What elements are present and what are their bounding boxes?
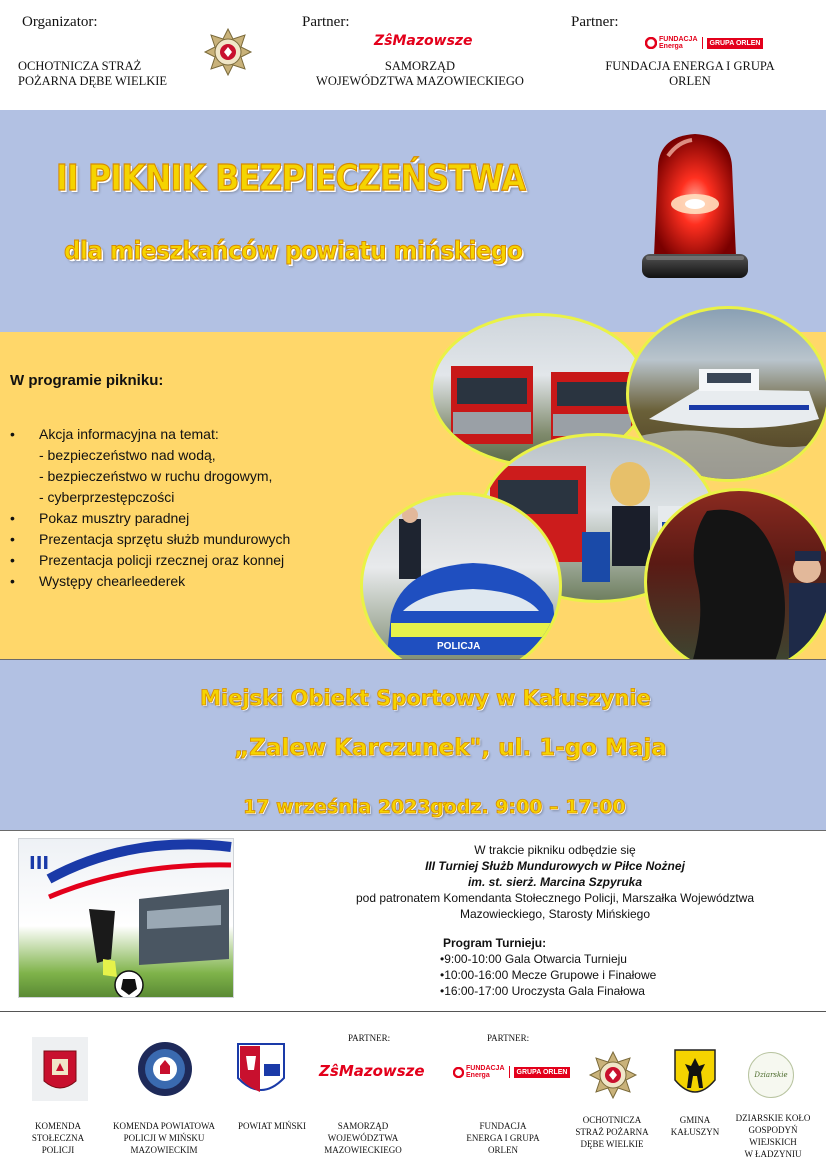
footer-mazowsze-logo: ZŝMazowsze <box>319 1062 425 1080</box>
tournament-name-line2: im. st. sierż. Marcina Szpyruka <box>467 875 643 889</box>
tournament-schedule <box>440 951 656 999</box>
list-item: • Pokaz musztry paradnej <box>10 508 290 529</box>
organizer-role-label: Organizator: <box>22 14 98 30</box>
list-item: • Występy chearleederek <box>10 571 290 592</box>
footer-energa-swirl-icon <box>453 1067 464 1078</box>
kpp-minsk-logo-icon <box>136 1040 194 1098</box>
powiat-minski-label: POWIAT MIŃSKI <box>237 1121 307 1131</box>
mazowsze-logo-mark: Zŝ <box>374 33 393 49</box>
list-item: • Prezentacja policji rzecznej oraz konnej <box>10 550 290 571</box>
mazowsze-logo: ZŝMazowsze <box>374 33 473 49</box>
tournament-patronage-line1: pod patronatem Komendanta Stołecznego Policji, Marszałka Województwa <box>356 891 754 905</box>
venue-address: „Zalew Karczunek", ul. 1-go Maja <box>234 735 667 761</box>
tournament-name-line1: III Turniej Służb Mundurowych w Piłce Nożnej <box>425 859 685 873</box>
siren-beacon-icon <box>638 126 752 284</box>
partner2-role-label: Partner: <box>571 14 619 30</box>
list-item: • Prezentacja sprzętu służb mundurowych <box>10 529 290 550</box>
list-item-sub: - bezpieczeństwo w ruchu drogowym, <box>39 468 273 484</box>
tournament-program-heading: Program Turnieju: <box>443 936 547 950</box>
event-date: 17 września 2023 r. <box>243 796 452 818</box>
kpp-minsk-label: KOMENDA POWIATOWA POLICJI W MIŃSKU MAZOWIECKIM <box>112 1121 216 1155</box>
tournament-poster <box>18 838 234 998</box>
samorzad-label: SAMORZĄD WOJEWÓDZTWA MAZOWIECKIEGO <box>324 1121 402 1155</box>
program-heading: W programie pikniku: <box>10 372 164 389</box>
event-time: godz. 9:00 – 17:00 <box>430 796 626 818</box>
footer-partner-label-1: PARTNER: <box>348 1033 391 1043</box>
page-title: II PIKNIK BEZPIECZEŃSTWA <box>56 158 526 199</box>
schedule-item: • 16:00-17:00 Uroczysta Gala Finałowa <box>440 983 656 999</box>
tournament-patronage-line2: Mazowieckiego, Starosty Mińskiego <box>459 907 651 921</box>
tournament-intro: W trakcie pikniku odbędzie się <box>474 843 636 857</box>
gmina-kaluszyn-crest-icon <box>673 1048 717 1102</box>
footer-energa-orlen-logo: FUNDACJA Energa GRUPA ORLEN <box>453 1064 570 1080</box>
venue-name: Miejski Obiekt Sportowy w Kałuszynie <box>200 686 651 710</box>
dziarskie-kolo-label: DZIARSKIE KOŁO GOSPODYŃ WIEJSKICH W ŁADZYNIU <box>735 1113 811 1159</box>
partner1-name: SAMORZĄD WOJEWÓDZTWA MAZOWIECKIEGO <box>316 59 524 88</box>
page-subtitle: dla mieszkańców powiatu mińskiego <box>64 236 523 265</box>
schedule-item: • 9:00-10:00 Gala Otwarcia Turnieju <box>440 951 656 967</box>
schedule-item: • 10:00-16:00 Mecze Grupowe i Finałowe <box>440 967 656 983</box>
dziarskie-kolo-logo: Dziarskie <box>748 1052 794 1098</box>
fundacja-label: FUNDACJA ENERGA I GRUPA ORLEN <box>466 1121 540 1155</box>
energa-orlen-logo: FUNDACJA Energa GRUPA ORLEN <box>645 34 763 52</box>
partner1-role-label: Partner: <box>302 14 350 30</box>
footer-mazowsze-mark: Zŝ <box>319 1062 339 1080</box>
fire-brigade-emblem-icon <box>203 27 253 77</box>
footer-fire-brigade-emblem-icon <box>588 1050 638 1100</box>
poster-number: III <box>29 853 50 874</box>
komenda-stoleczna-logo-icon <box>30 1035 90 1103</box>
komenda-stoleczna-label: KOMENDA STOŁECZNA POLICJI <box>31 1121 85 1155</box>
organizer-name: OCHOTNICZA STRAŻ POŻARNA DĘBE WIELKIE <box>18 59 168 88</box>
mounted-police-photo <box>644 488 826 676</box>
energa-swirl-icon <box>645 37 657 49</box>
footer-partner-label-2: PARTNER: <box>487 1033 530 1043</box>
osp-debe-label: OCHOTNICZA STRAŻ POŻARNA DĘBE WIELKIE <box>575 1115 649 1149</box>
footer-divider <box>0 1011 826 1012</box>
gmina-kaluszyn-label: GMINA KAŁUSZYN <box>670 1115 720 1137</box>
list-item: • Akcja informacyjna na temat: <box>10 424 290 445</box>
list-item-sub: - cyberprzestępczości <box>39 489 175 505</box>
powiat-minski-crest-icon <box>236 1042 286 1102</box>
police-car-text: POLICJA <box>437 641 481 652</box>
police-car-photo <box>360 492 562 680</box>
list-item-sub: - bezpieczeństwo nad wodą, <box>39 447 216 463</box>
partner2-name: FUNDACJA ENERGA I GRUPA ORLEN <box>605 59 775 88</box>
program-list <box>10 424 290 592</box>
